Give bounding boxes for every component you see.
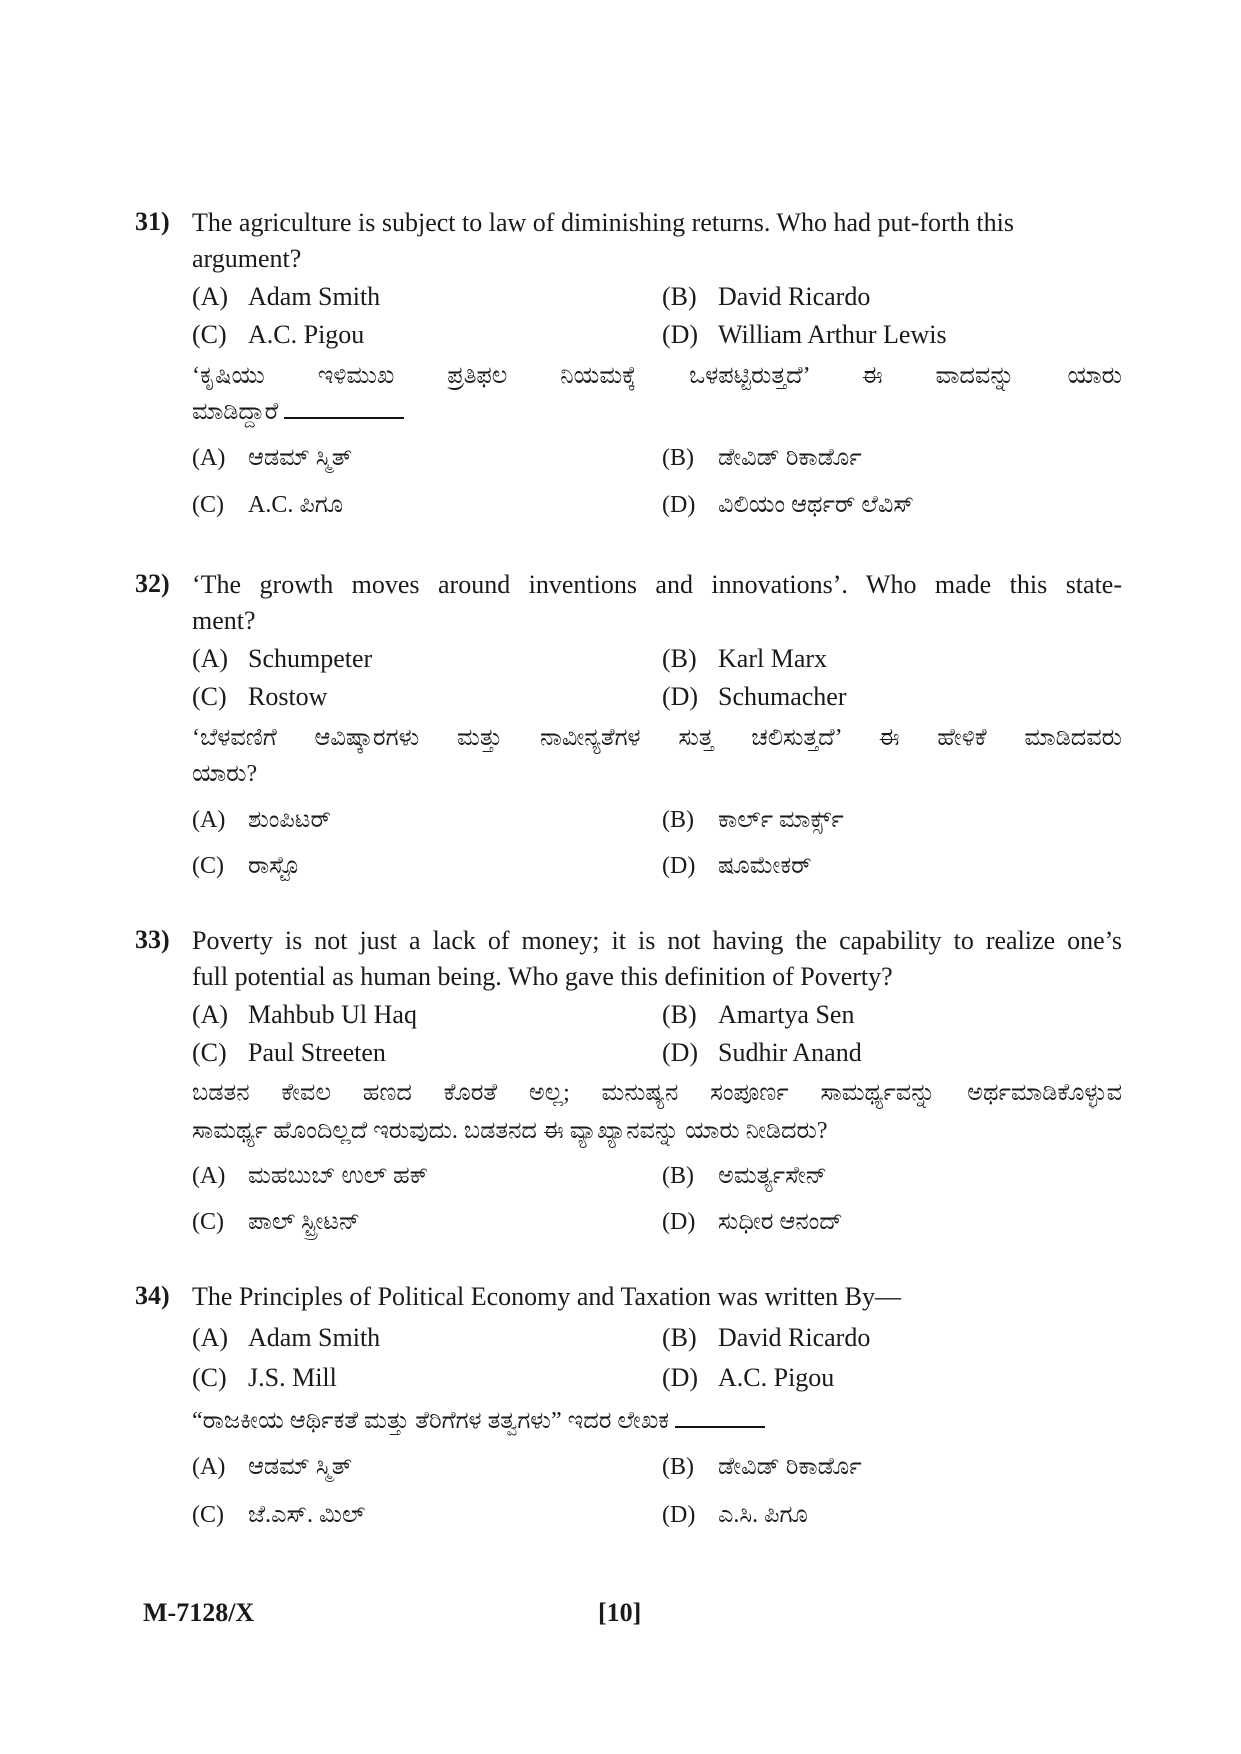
option-text: ಪಾಲ್ ಸ್ಟ್ರೀಟನ್: [248, 1209, 361, 1235]
question-text-en-line1: Poverty is not just a lack of money; it is not having the capability to realize one’s: [192, 926, 1122, 955]
option-c-kn: [192, 1499, 365, 1531]
option-a-kn: [192, 1160, 428, 1192]
option-text: David Ricardo: [718, 282, 871, 311]
option-a-en: [192, 1322, 380, 1354]
option-text: Amartya Sen: [718, 1000, 855, 1029]
option-label: (A): [192, 807, 226, 833]
option-b-kn: [662, 1160, 827, 1192]
option-a-en: [192, 281, 380, 313]
question-text-en-line1: The Principles of Political Economy and Taxation was written By—: [192, 1282, 901, 1311]
option-label: (C): [192, 492, 224, 518]
option-label: (B): [662, 807, 694, 833]
question-text-kn-line1: ‘ಬೆಳವಣಿಗೆ ಆವಿಷ್ಕಾರಗಳು ಮತ್ತು ನಾವೀನ್ಯತೆಗಳ ಸುತ್ತ ಚಲಿಸುತ್ತದೆ’ ಈ ಹೇಳಿಕೆ ಮಾಡಿದವರು: [192, 725, 1122, 751]
option-label: (C): [192, 320, 227, 349]
option-d-en: [662, 319, 947, 351]
option-text: Adam Smith: [248, 1323, 381, 1352]
question-text-kn-line1: [192, 1405, 765, 1437]
option-label: (C): [192, 1502, 224, 1528]
option-label: (B): [662, 282, 697, 311]
option-text: William Arthur Lewis: [718, 320, 947, 349]
option-c-en: [192, 681, 327, 713]
option-label: (A): [192, 1163, 226, 1189]
option-text: ಅಮರ್ತ್ಯಸೇನ್: [718, 1163, 827, 1189]
option-text: ಡೇವಿಡ್ ರಿಕಾರ್ಡೊ: [718, 1454, 862, 1480]
option-text: ಸುಧೀರ ಆನಂದ್: [718, 1209, 843, 1235]
option-text: Adam Smith: [248, 282, 381, 311]
question-number: 32): [135, 569, 170, 598]
option-d-kn: [662, 1499, 808, 1531]
option-text: A.C. ಪಿಗೂ: [248, 492, 344, 518]
question-text-en-line2: full potential as human being. Who gave this definition of Poverty?: [192, 962, 893, 991]
option-label: (C): [192, 682, 227, 711]
option-text: ಡೇವಿಡ್ ರಿಕಾರ್ಡೊ: [718, 445, 862, 471]
option-text: Paul Streeten: [248, 1038, 386, 1067]
option-a-kn: [192, 442, 352, 474]
option-label: (D): [662, 853, 696, 879]
option-label: (D): [662, 1038, 699, 1067]
option-text: ಷೂಮೇಕರ್: [718, 853, 812, 879]
option-c-kn: [192, 489, 343, 521]
option-a-en: [192, 643, 372, 675]
option-text: ಆಡಮ್ ಸ್ಮಿತ್: [248, 445, 353, 471]
option-label: (A): [192, 445, 226, 471]
option-a-kn: [192, 1451, 352, 1483]
option-text: David Ricardo: [718, 1323, 871, 1352]
option-label: (D): [662, 1363, 699, 1392]
answer-blank: [675, 1425, 765, 1428]
option-b-en: [662, 999, 854, 1031]
option-b-en: [662, 643, 827, 675]
question-number: 31): [135, 207, 170, 236]
option-b-kn: [662, 1451, 862, 1483]
option-text: ರಾಸ್ಟೊ: [248, 853, 300, 879]
option-b-en: [662, 281, 870, 313]
option-label: (A): [192, 644, 229, 673]
option-text: Sudhir Anand: [718, 1038, 862, 1067]
option-d-en: [662, 1037, 862, 1069]
option-c-en: [192, 1037, 386, 1069]
option-c-kn: [192, 1206, 360, 1238]
option-c-en: [192, 1362, 337, 1394]
option-label: (B): [662, 1000, 697, 1029]
kn-line2-text: ಮಾಡಿದ್ದಾರೆ: [192, 399, 279, 425]
option-label: (A): [192, 282, 229, 311]
option-text: ಜೆ.ಎಸ್. ಮಿಲ್: [248, 1502, 366, 1528]
footer-paper-code: M-7128/X: [143, 1598, 255, 1627]
option-b-kn: [662, 804, 844, 836]
question-number: 34): [135, 1281, 170, 1310]
option-d-kn: [662, 850, 812, 882]
option-label: (A): [192, 1454, 226, 1480]
option-label: (D): [662, 1502, 696, 1528]
question-text-en-line2: ment?: [192, 606, 256, 635]
option-label: (D): [662, 682, 699, 711]
option-text: A.C. Pigou: [718, 1363, 835, 1392]
option-label: (B): [662, 1163, 694, 1189]
option-label: (B): [662, 445, 694, 471]
option-label: (C): [192, 1038, 227, 1067]
option-c-kn: [192, 850, 300, 882]
option-label: (C): [192, 1209, 224, 1235]
option-label: (C): [192, 1363, 227, 1392]
question-text-kn-line2: ಸಾಮರ್ಥ್ಯ ಹೊಂದಿಲ್ಲದೆ ಇರುವುದು. ಬಡತನದ ಈ ವ್ಯಾಖ್ಯಾನವನ್ನು ಯಾರು ನೀಡಿದರು?: [192, 1118, 828, 1144]
option-a-en: [192, 999, 417, 1031]
kn-line1-text: “ರಾಜಕೀಯ ಆರ್ಥಿಕತೆ ಮತ್ತು ತೆರಿಗೆಗಳ ತತ್ವಗಳು” ಇದರ ಲೇಖಕ: [192, 1408, 670, 1434]
option-text: A.C. Pigou: [248, 320, 365, 349]
option-label: (D): [662, 492, 696, 518]
option-label: (A): [192, 1323, 229, 1352]
question-text-kn-line1: ‘ಕೃಷಿಯು ಇಳಿಮುಖ ಪ್ರತಿಫಲ ನಿಯಮಕ್ಕೆ ಒಳಪಟ್ಟಿರುತ್ತದೆ’ ಈ ವಾದವನ್ನು ಯಾರು: [192, 363, 1122, 389]
option-text: Schumacher: [718, 682, 847, 711]
option-text: Rostow: [248, 682, 328, 711]
option-text: ವಿಲಿಯಂ ಆರ್ಥರ್ ಲೆವಿಸ್: [718, 492, 914, 518]
option-d-kn: [662, 489, 914, 521]
option-label: (B): [662, 644, 697, 673]
option-text: Karl Marx: [718, 644, 828, 673]
question-text-kn-line2: ಯಾರು?: [192, 761, 258, 787]
option-c-en: [192, 319, 364, 351]
option-text: ಎ.ಸಿ. ಪಿಗೂ: [718, 1502, 808, 1528]
option-b-kn: [662, 442, 862, 474]
option-text: ಮಹಬುಬ್ ಉಲ್ ಹಕ್: [248, 1163, 429, 1189]
option-d-en: [662, 681, 847, 713]
option-a-kn: [192, 804, 331, 836]
question-text-en-line1: The agriculture is subject to law of diminishing returns. Who had put-forth this: [192, 208, 1014, 237]
option-label: (C): [192, 853, 224, 879]
option-label: (D): [662, 1209, 696, 1235]
option-b-en: [662, 1322, 870, 1354]
option-label: (D): [662, 320, 699, 349]
footer-page-number: [10]: [598, 1598, 642, 1627]
option-d-en: [662, 1362, 834, 1394]
option-text: Schumpeter: [248, 644, 373, 673]
option-text: ಶುಂಪಿಟರ್: [248, 807, 331, 833]
question-text-kn-line1: ಬಡತನ ಕೇವಲ ಹಣದ ಕೊರತೆ ಅಲ್ಲ; ಮನುಷ್ಯನ ಸಂಪೂರ್ಣ ಸಾಮರ್ಥ್ಯವನ್ನು ಅರ್ಥಮಾಡಿಕೊಳ್ಳುವ: [192, 1080, 1122, 1106]
option-label: (B): [662, 1323, 697, 1352]
option-text: ಆಡಮ್ ಸ್ಮಿತ್: [248, 1454, 353, 1480]
option-label: (A): [192, 1000, 229, 1029]
question-text-en-line1: ‘The growth moves around inventions and innovations’. Who made this state-: [192, 570, 1122, 599]
option-text: Mahbub Ul Haq: [248, 1000, 417, 1029]
option-d-kn: [662, 1206, 843, 1238]
option-label: (B): [662, 1454, 694, 1480]
question-text-en-line2: argument?: [192, 244, 302, 273]
question-number: 33): [135, 925, 170, 954]
answer-blank: [284, 416, 404, 419]
question-text-kn-line2: [192, 396, 404, 428]
option-text: J.S. Mill: [248, 1363, 337, 1392]
option-text: ಕಾರ್ಲ್ ಮಾರ್ಕ್ಸ್: [718, 807, 844, 833]
